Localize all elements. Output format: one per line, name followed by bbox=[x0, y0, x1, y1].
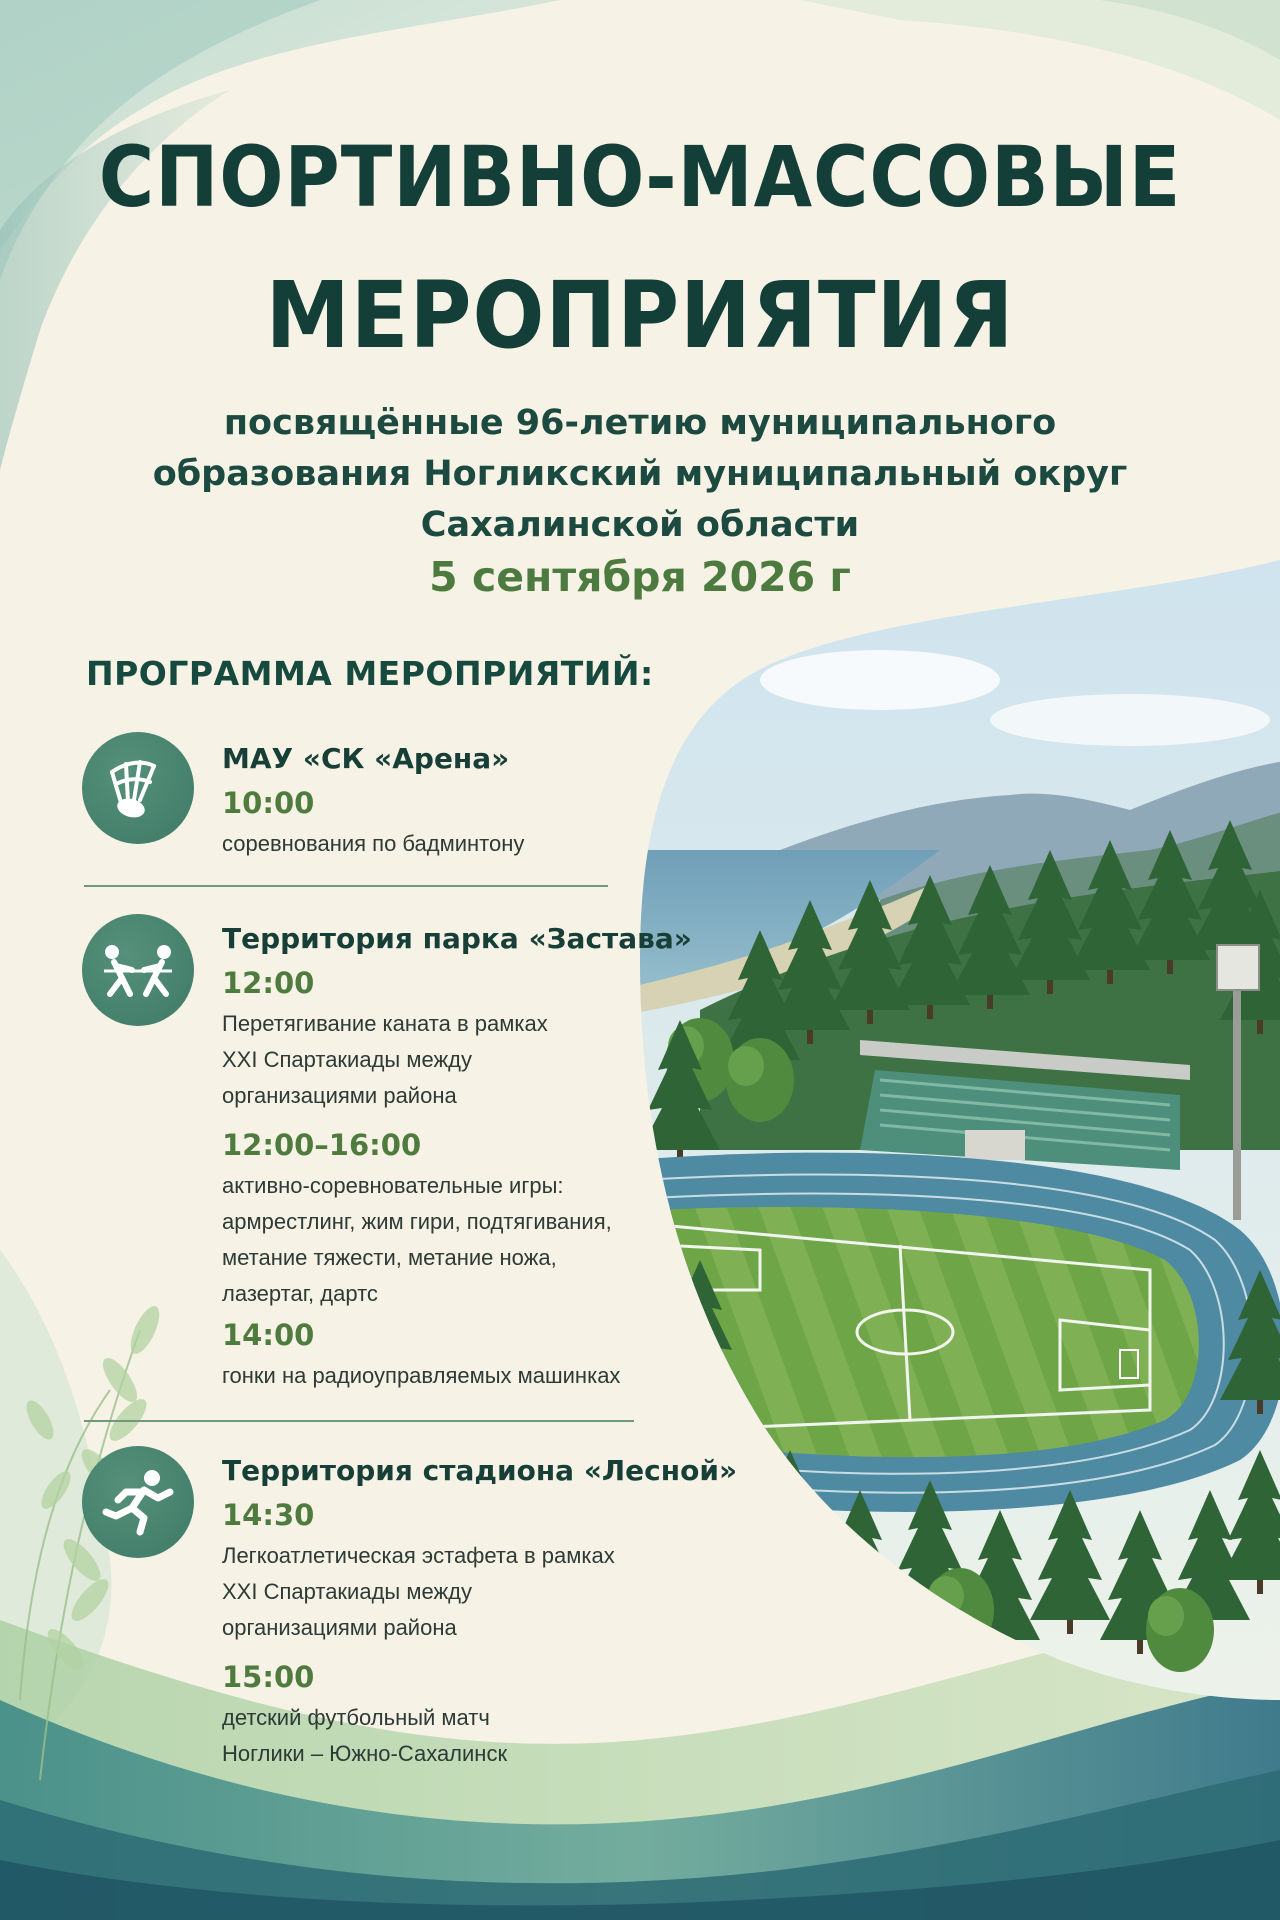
event-description bbox=[222, 1538, 615, 1646]
event-description-line: XXI Спартакиады между bbox=[222, 1047, 473, 1072]
event-description-line: Перетягивание каната в рамках bbox=[222, 1011, 548, 1036]
runner-icon bbox=[82, 1446, 194, 1558]
subtitle-line-2: образования Ногликский муниципальный округ bbox=[152, 454, 1128, 494]
event-description-line: Легкоатлетическая эстафета в рамках bbox=[222, 1543, 615, 1568]
event-time: 12:00–16:00 bbox=[222, 1128, 422, 1162]
subtitle-line-1: посвящённые 96-летию муниципального bbox=[223, 403, 1057, 443]
event-description-line: Ноглики – Южно-Сахалинск bbox=[222, 1741, 508, 1766]
event-time: 14:00 bbox=[222, 1318, 315, 1352]
event-time: 15:00 bbox=[222, 1660, 315, 1694]
event-description bbox=[222, 1006, 548, 1114]
event-description-line: XXI Спартакиады между bbox=[222, 1579, 473, 1604]
poster-subtitle bbox=[100, 398, 1180, 551]
section-divider bbox=[84, 885, 608, 887]
subtitle-line-3: Сахалинской области bbox=[420, 505, 860, 545]
venue-name-park-zastava: Территория парка «Застава» bbox=[222, 922, 692, 955]
venue-name-arena: МАУ «СК «Арена» bbox=[222, 742, 510, 775]
event-description-line: детский футбольный матч bbox=[222, 1705, 490, 1730]
event-description-line: метание тяжести, метание ножа, bbox=[222, 1245, 557, 1270]
badminton-shuttlecock-icon bbox=[82, 732, 194, 844]
event-description bbox=[222, 1168, 612, 1312]
event-description-line: гонки на радиоуправляемых машинках bbox=[222, 1363, 621, 1388]
event-description-line: соревнования по бадминтону bbox=[222, 831, 525, 856]
event-description-line: организациями района bbox=[222, 1083, 457, 1108]
event-description-line: активно-соревновательные игры: bbox=[222, 1173, 564, 1198]
tug-of-war-icon bbox=[82, 914, 194, 1026]
program-heading: ПРОГРАММА МЕРОПРИЯТИЙ: bbox=[86, 654, 654, 693]
event-description-line: организациями района bbox=[222, 1615, 457, 1640]
event-time: 12:00 bbox=[222, 966, 315, 1000]
event-description bbox=[222, 1700, 507, 1772]
event-description bbox=[222, 1358, 620, 1394]
poster-title-line-1: СПОРТИВНО-МАССОВЫЕ bbox=[98, 128, 1182, 226]
event-description bbox=[222, 826, 524, 862]
event-date: 5 сентября 2026 г bbox=[429, 553, 851, 601]
poster-title-line-2: МЕРОПРИЯТИЯ bbox=[265, 262, 1015, 369]
event-time: 14:30 bbox=[222, 1498, 315, 1532]
event-description-line: армрестлинг, жим гири, подтягивания, bbox=[222, 1209, 612, 1234]
venue-name-stadium-lesnoy: Территория стадиона «Лесной» bbox=[222, 1454, 738, 1487]
event-description-line: лазертаг, дартс bbox=[222, 1281, 378, 1306]
event-time: 10:00 bbox=[222, 786, 315, 820]
section-divider bbox=[84, 1420, 634, 1422]
